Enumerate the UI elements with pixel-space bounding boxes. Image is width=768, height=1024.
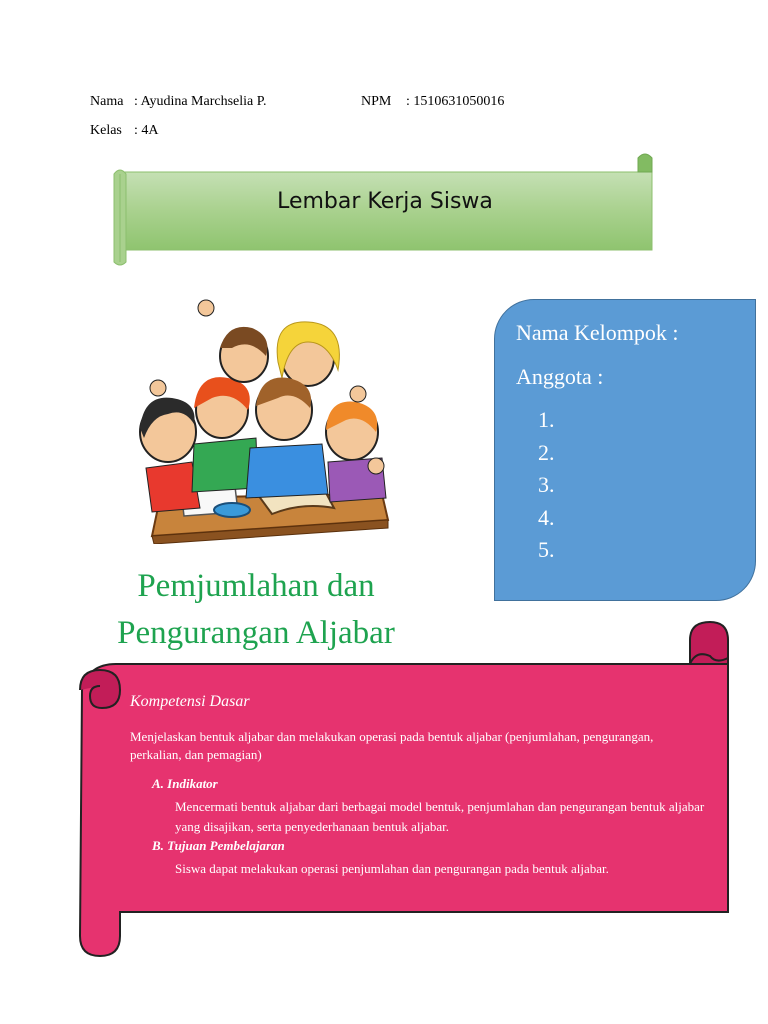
kelas-label: Kelas xyxy=(90,123,122,138)
topic-title-line2: Pengurangan Aljabar xyxy=(117,615,395,651)
group-name-label: Nama Kelompok : xyxy=(516,320,679,345)
kelas-value: : 4A xyxy=(134,123,159,138)
member-item: 1. xyxy=(538,407,555,432)
page-title: Lembar Kerja Siswa xyxy=(277,189,493,214)
member-item: 4. xyxy=(538,504,555,530)
students-illustration xyxy=(132,298,394,544)
nama-label: Nama xyxy=(90,94,124,109)
npm-value: : 1510631050016 xyxy=(406,94,505,109)
tujuan-text: Siswa dapat melakukan operasi penjumlahan dan pengurangan pada bentuk aljabar. xyxy=(175,861,609,876)
indikator-text: Mencermati bentuk aljabar dari berbagai model bentuk, penjumlahan dan pengurangan bentuk aljabar yang disajikan, serta penyederhanaan bentuk aljabar. xyxy=(175,799,705,834)
tujuan-title: B. Tujuan Pembelajaran xyxy=(152,838,285,853)
nama-value: : Ayudina Marchselia P. xyxy=(134,94,267,109)
member-item: 2. xyxy=(538,439,555,465)
member-item: 3. xyxy=(538,472,555,497)
topic-title-line1: Pemjumlahan dan xyxy=(137,568,375,604)
member-item: 5. xyxy=(538,537,555,562)
competency-heading: Kompetensi Dasar xyxy=(130,693,250,710)
members-label: Anggota : xyxy=(516,364,604,389)
members-list xyxy=(538,404,555,567)
competency-description: Menjelaskan bentuk aljabar dan melakukan operasi pada bentuk aljabar (penjumlahan, pengurangan, perkalian, dan pemagian) xyxy=(130,729,654,762)
npm-label: NPM xyxy=(361,94,392,109)
indikator-title: A. Indikator xyxy=(152,776,218,791)
